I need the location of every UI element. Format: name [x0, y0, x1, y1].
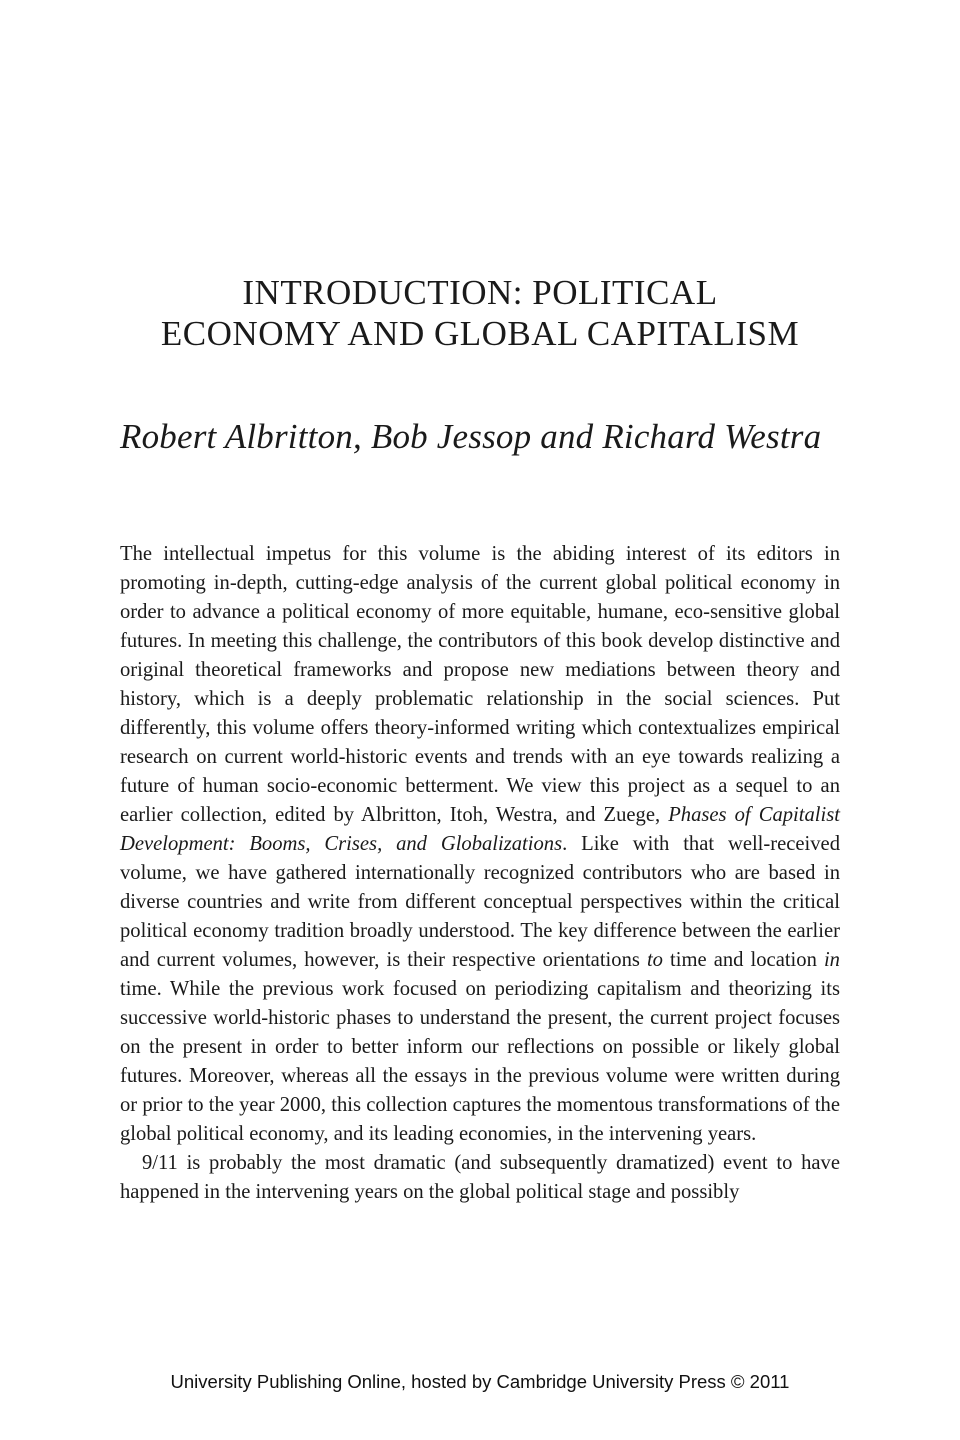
paragraph-2: 9/11 is probably the most dramatic (and subsequently dramatized) event to have happened in the intervening years on the global political stage and possibly: [120, 1152, 840, 1203]
paragraph-1-text-d: time. While the previous work focused on periodizing capitalism and theorizing its successive world-historic phases to understand the present, the current project focuses on the present in order to better inform our reflections on possible or likely global futures. Moreover, whereas all the essays in the previous volume were written during or prior to the year 2000, this collection captures the momentous transformations of the global political economy, and its leading economies, in the intervening years.: [120, 978, 840, 1145]
publisher-footer: University Publishing Online, hosted by Cambridge University Press © 2011: [170, 1371, 790, 1392]
chapter-authors: Robert Albritton, Bob Jessop and Richard Westra: [120, 417, 822, 456]
chapter-title: [0, 272, 960, 354]
book-title-italic: Phases of Capitalist Development: Booms, Crises, and Globalizations: [120, 804, 840, 855]
paragraph-1-text-c: time and location: [662, 949, 824, 971]
paragraph-1-text-b: . Like with that well-received volume, we have gathered internationally recognized contributors who are based in diverse countries and write from different conceptual perspectives within the critical political economy tradition broadly understood. The key difference between the earlier and current volumes, however, is their respective orientations: [120, 833, 840, 971]
paragraph-1: [120, 540, 840, 1149]
chapter-title-line-2: ECONOMY AND GLOBAL CAPITALISM: [160, 314, 800, 353]
chapter-body: [120, 540, 840, 1207]
emphasis-to: to: [646, 949, 663, 971]
paragraph-1-text-a: The intellectual impetus for this volume is the abiding interest of its editors in promoting in-depth, cutting-edge analysis of the current global political economy in order to advance a political economy of more equitable, humane, eco-sensitive global futures. In meeting this challenge, the contributors of this book develop distinctive and original theoretical frameworks and propose new mediations between theory and history, which is a deeply problematic relationship in the social sciences. Put differently, this volume offers theory-informed writing which contextualizes empirical research on current world-historic events and trends with an eye towards realizing a future of human socio-economic betterment. We view this project as a sequel to an earlier collection, edited by Albritton, Itoh, Westra, and Zuege,: [120, 543, 840, 826]
emphasis-in: in: [823, 949, 840, 971]
chapter-title-line-1: INTRODUCTION: POLITICAL: [242, 273, 718, 312]
